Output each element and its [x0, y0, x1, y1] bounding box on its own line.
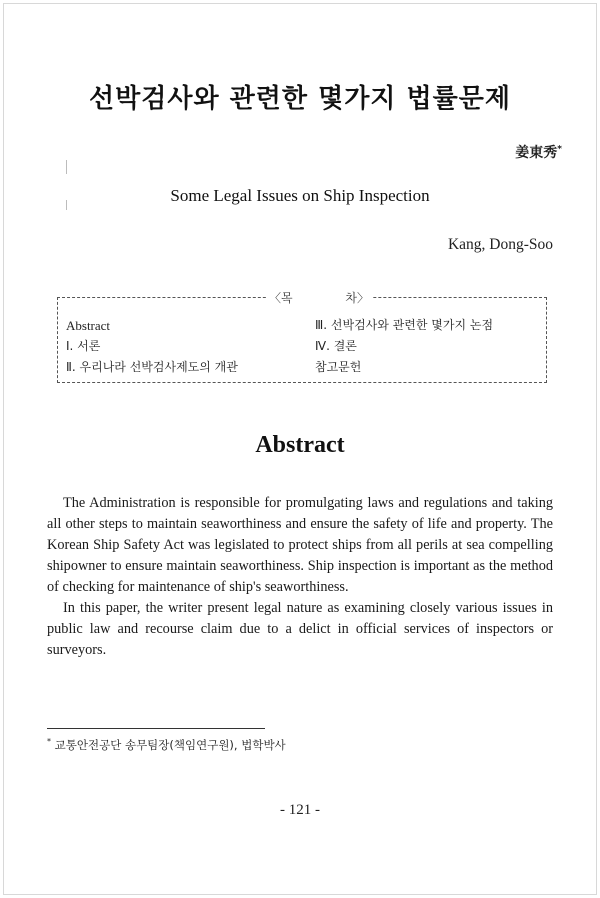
toc-item-abstract: Abstract — [66, 318, 111, 333]
toc-item-references: 참고문헌 — [315, 360, 362, 374]
abstract-heading: Abstract — [255, 432, 345, 458]
footnote-marker: * — [47, 737, 51, 747]
toc-heading-right: 차〉 — [345, 291, 369, 305]
toc-item-overview: Ⅱ. 우리나라 선박검사제도의 개관 — [66, 360, 238, 374]
margin-mark-top — [66, 160, 67, 174]
footnote-divider — [47, 728, 265, 729]
paper-title: 선박검사와 관련한 몇가지 법률문제 — [89, 84, 511, 114]
author-english: Kang, Dong-Soo — [447, 236, 553, 253]
toc-item-introduction: Ⅰ. 서론 — [66, 339, 101, 353]
abstract-body — [47, 493, 553, 661]
toc-heading — [266, 289, 372, 306]
toc-heading-left: 〈목 — [269, 291, 293, 305]
author-korean — [515, 142, 562, 162]
author-korean-name: 姜東秀 — [515, 145, 558, 161]
toc-right-column — [315, 315, 493, 378]
footnote-text: 교통안전공단 송무팀장(책임연구원), 법학박사 — [54, 738, 286, 752]
footnote — [47, 737, 286, 753]
author-footnote-marker: * — [557, 144, 562, 155]
abstract-paragraph-1: The Administration is responsible for promulgating laws and regulations and taking all other steps to maintain seaworthiness and ensure the safety of life and property. The Korean Ship Safety Act was legislated to protect ships from all perils at sea compelling shipowner to ensure maintain seaworthiness. Ship inspection is important as the method of checking for maintenance of ship's seaworthiness. — [47, 495, 553, 595]
toc-left-column — [66, 315, 238, 378]
page-number: - 121 - — [280, 802, 320, 818]
abstract-paragraph-2: In this paper, the writer present legal nature as examining closely various issues in public law and recourse claim due to a delict in official services of inspectors or surveyors. — [47, 600, 553, 658]
table-of-contents — [57, 291, 547, 383]
toc-item-conclusion: Ⅳ. 결론 — [315, 339, 357, 353]
toc-item-issues: Ⅲ. 선박검사와 관련한 몇가지 논점 — [315, 318, 494, 332]
english-title: Some Legal Issues on Ship Inspection — [170, 186, 430, 205]
